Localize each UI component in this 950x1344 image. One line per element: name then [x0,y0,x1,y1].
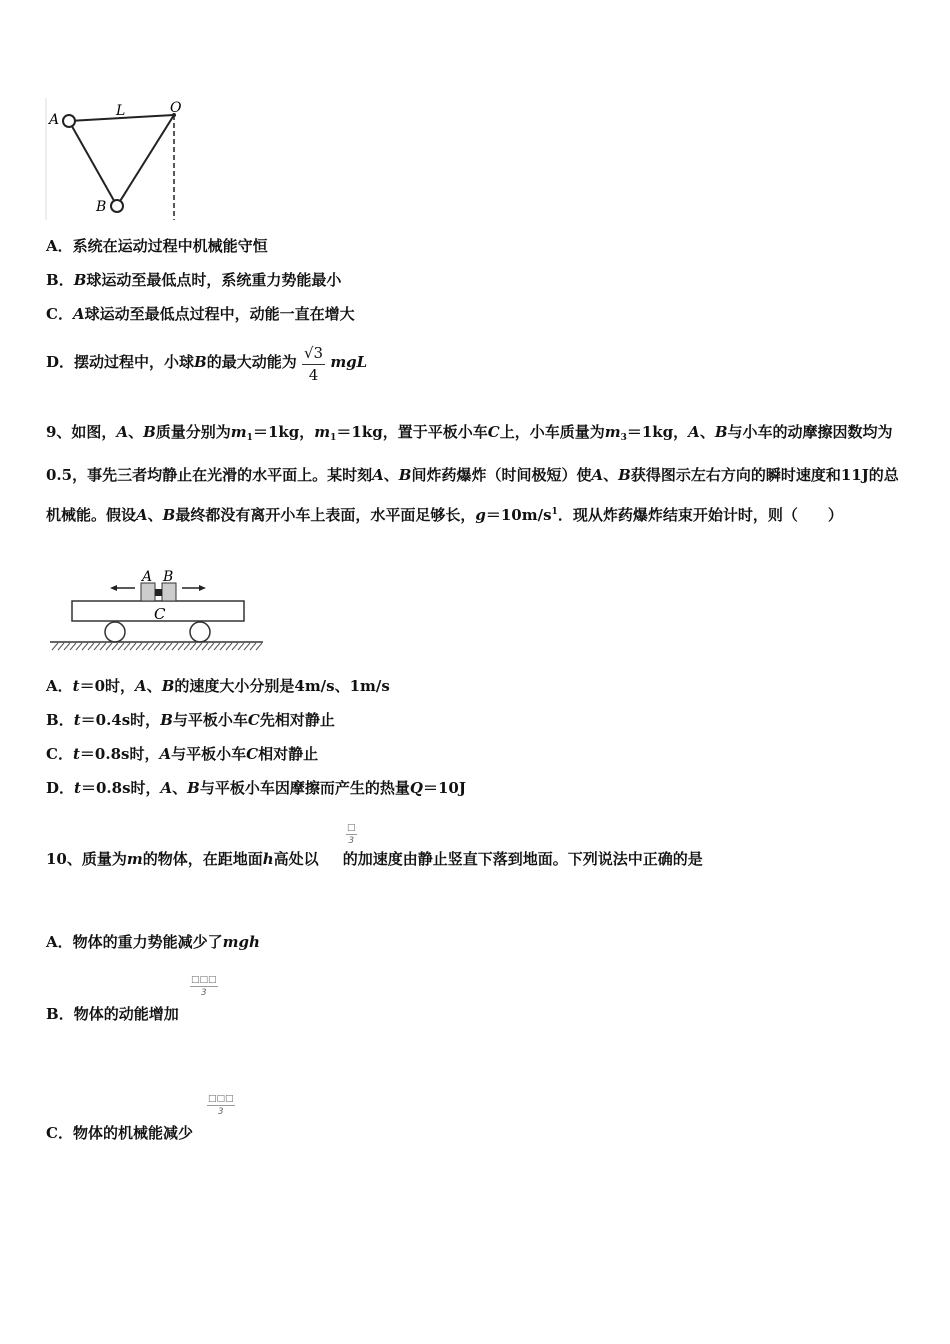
q10-option-b-fraction [190,974,218,999]
hatch-stroke [178,643,184,650]
q8-option-d [46,340,367,385]
hatch-stroke [118,643,124,650]
hatch-stroke [94,643,100,650]
hatch-stroke [202,643,208,650]
fraction-denominator: 4 [308,365,319,384]
var-b: B [73,271,87,289]
hatch-stroke [160,643,166,650]
var-b: B [194,353,207,371]
q9-option-d: D．t＝0.8s时，A、B与平板小车因摩擦而产生的热量Q＝10J [46,779,466,797]
fraction-denominator: 3 [348,836,355,846]
q10-fraction [346,822,357,847]
hatch-stroke [250,643,256,650]
hatch-stroke [196,643,202,650]
option-letter: C [46,305,58,323]
q9-stem: 9、如图，A、B质量分别为$m_1=1kg$，$m_1=1kg$，置于平板小车C上，小车质量为$m_3=1kg$，A、B与小车的动摩擦因数均为0.5，事先三者均静止在光滑的水平面上。某时刻A、B间炸药爆炸（时间极短）使A、B获得图示左右方向的瞬时速度和11J的总机械能。假设A、B最终都没有离开小车上表面，水平面足够长，$g=10m/s^1$．现从炸药爆炸结束开始计时，则（ ） [46,423,899,524]
hatch-stroke [190,643,196,650]
q8-option-c: C．A球运动至最低点过程中，动能一直在增大 [46,305,355,323]
fig-label-b: B [163,569,174,585]
hatch-stroke [100,643,106,650]
ball-a [63,115,75,127]
hatch-stroke [220,643,226,650]
hatch-stroke [130,643,136,650]
option-letter: B [46,271,59,289]
hatch-stroke [148,643,154,650]
hatch-stroke [142,643,148,650]
hatch-stroke [166,643,172,650]
hatch-stroke [52,643,58,650]
option-letter: D [46,353,60,371]
cart-figure [48,566,268,658]
hatch-stroke [244,643,250,650]
q10-option-a: A．物体的重力势能减少了mgh [46,933,260,951]
q10-option-c: C．物体的机械能减少 [46,1124,193,1142]
q10-option-b: B．物体的动能增加 [46,1005,179,1023]
q8-option-a [46,236,268,256]
fig-label-a: A [142,569,153,585]
option-letter: A [46,237,58,255]
q9-option-a: A．t＝0时，A、B的速度大小分别是4m/s、1m/s [46,677,390,695]
fraction-numerator: □ [347,823,356,833]
hatch-stroke [238,643,244,650]
var-a: A [72,305,85,323]
label-l: L [116,103,126,119]
hatch-stroke [214,643,220,650]
hatch-stroke [226,643,232,650]
block-b [162,583,176,601]
ground-hatch [52,643,262,650]
hatch-stroke [184,643,190,650]
option-text: ．系统在运动过程中机械能守恒 [57,237,268,255]
hatch-stroke [154,643,160,650]
rod-ob [117,115,174,206]
hatch-stroke [256,643,262,650]
hatch-stroke [88,643,94,650]
hatch-stroke [64,643,70,650]
q10-option-c-fraction [207,1093,235,1118]
arrow-right-head [199,585,206,591]
hatch-stroke [58,643,64,650]
hatch-stroke [124,643,130,650]
hatch-stroke [82,643,88,650]
option-text: 球运动至最低点过程中，动能一直在增大 [84,305,355,323]
expr-mgl: mgL [330,353,368,371]
arrow-left-head [110,585,117,591]
hatch-stroke [70,643,76,650]
q9-option-b: B．t＝0.4s时，B与平板小车C先相对静止 [46,711,335,729]
option-text: 球运动至最低点时，系统重力势能最小 [86,271,342,289]
ball-b [111,200,123,212]
wheel-right [190,622,210,642]
label-a: A [49,112,60,128]
block-a [141,583,155,601]
option-text: 的最大动能为 [206,353,297,371]
fraction-numerator: □□□ [191,975,217,985]
pendulum-figure [44,98,194,223]
q9-option-c: C．t＝0.8s时，A与平板小车C相对静止 [46,745,319,763]
rod-ab [69,121,117,206]
fraction-numerator: □□□ [208,1094,234,1104]
hatch-stroke [106,643,112,650]
fig-label-c: C [154,605,166,623]
q8-option-b: B．B球运动至最低点时，系统重力势能最小 [46,271,342,289]
label-b: B [96,199,107,215]
fraction-sqrt3-over-4 [302,342,325,385]
hatch-stroke [136,643,142,650]
label-o: O [170,100,182,116]
fraction-denominator: 3 [200,988,207,998]
option-text: ．摆动过程中，小球 [59,353,195,371]
fraction-denominator: 3 [217,1107,224,1117]
hatch-stroke [232,643,238,650]
explosive [155,589,162,596]
hatch-stroke [172,643,178,650]
hatch-stroke [76,643,82,650]
q10-stem: 10、质量为m的物体，在距地面h高处以 的加速度由静止竖直下落到地面。下列说法中正确的是 [46,850,703,868]
hatch-stroke [208,643,214,650]
hatch-stroke [112,643,118,650]
fraction-numerator: √3 [302,342,325,365]
wheel-left [105,622,125,642]
